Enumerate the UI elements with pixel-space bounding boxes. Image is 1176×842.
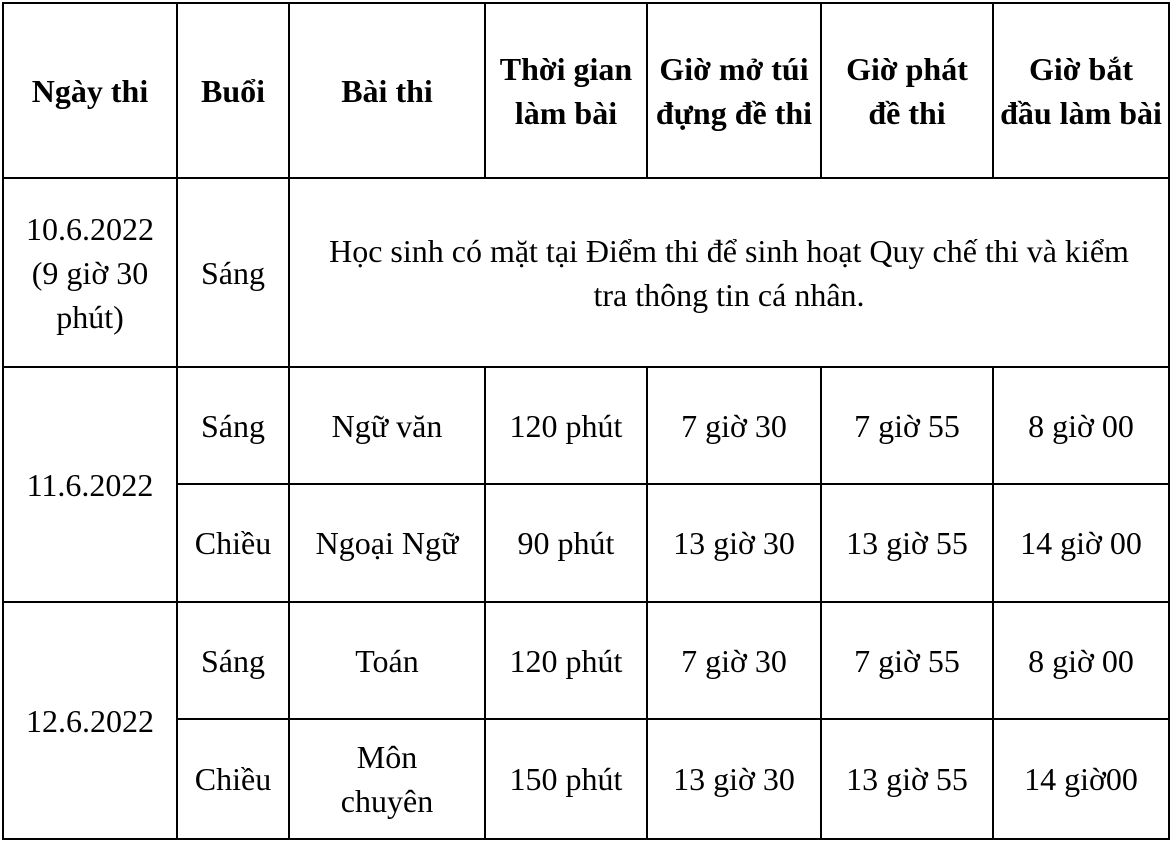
header-row: [3, 3, 1169, 178]
header-exam: Bài thi: [289, 3, 485, 178]
open-bag-cell: 7 giờ 30: [647, 367, 821, 484]
note-cell: [289, 178, 1169, 367]
open-bag-cell: 7 giờ 30: [647, 602, 821, 719]
open-bag-cell: 13 giờ 30: [647, 719, 821, 839]
session-cell: Sáng: [177, 602, 289, 719]
start-cell: 8 giờ 00: [993, 367, 1169, 484]
distribute-cell: 7 giờ 55: [821, 602, 993, 719]
table-row: [3, 484, 1169, 602]
session-cell: Sáng: [177, 178, 289, 367]
duration-cell: 150 phút: [485, 719, 647, 839]
date-text: 10.6.2022: [26, 210, 154, 247]
open-bag-cell: 13 giờ 30: [647, 484, 821, 602]
header-distribute: Giờ phát đề thi: [821, 3, 993, 178]
table-row: [3, 602, 1169, 719]
exam-cell: Toán: [289, 602, 485, 719]
start-cell: 14 giờ 00: [993, 484, 1169, 602]
table-row: [3, 178, 1169, 367]
start-cell: 8 giờ 00: [993, 602, 1169, 719]
date-cell: 12.6.2022: [3, 602, 177, 839]
exam-cell: Ngữ văn: [289, 367, 485, 484]
header-date: Ngày thi: [3, 3, 177, 178]
table-row: [3, 367, 1169, 484]
exam-cell: Ngoại Ngữ: [289, 484, 485, 602]
date-cell: 11.6.2022: [3, 367, 177, 602]
duration-cell: 90 phút: [485, 484, 647, 602]
header-start: Giờ bắt đầu làm bài: [993, 3, 1169, 178]
distribute-cell: 7 giờ 55: [821, 367, 993, 484]
exam-schedule-table: [2, 2, 1170, 840]
session-cell: Sáng: [177, 367, 289, 484]
session-cell: Chiều: [177, 719, 289, 839]
note-text: Học sinh có mặt tại Điểm thi để sinh hoạt Quy chế thi và kiểm tra thông tin cá nhân.: [329, 232, 1129, 313]
distribute-cell: 13 giờ 55: [821, 484, 993, 602]
header-duration: Thời gian làm bài: [485, 3, 647, 178]
session-cell: Chiều: [177, 484, 289, 602]
header-session: Buổi: [177, 3, 289, 178]
distribute-cell: 13 giờ 55: [821, 719, 993, 839]
table-row: [3, 719, 1169, 839]
date-cell: [3, 178, 177, 367]
exam-cell: Môn chuyên: [289, 719, 485, 839]
time-text: (9 giờ 30 phút): [31, 254, 149, 335]
start-cell: 14 giờ00: [993, 719, 1169, 839]
duration-cell: 120 phút: [485, 367, 647, 484]
duration-cell: 120 phút: [485, 602, 647, 719]
header-open-bag: Giờ mở túi đựng đề thi: [647, 3, 821, 178]
